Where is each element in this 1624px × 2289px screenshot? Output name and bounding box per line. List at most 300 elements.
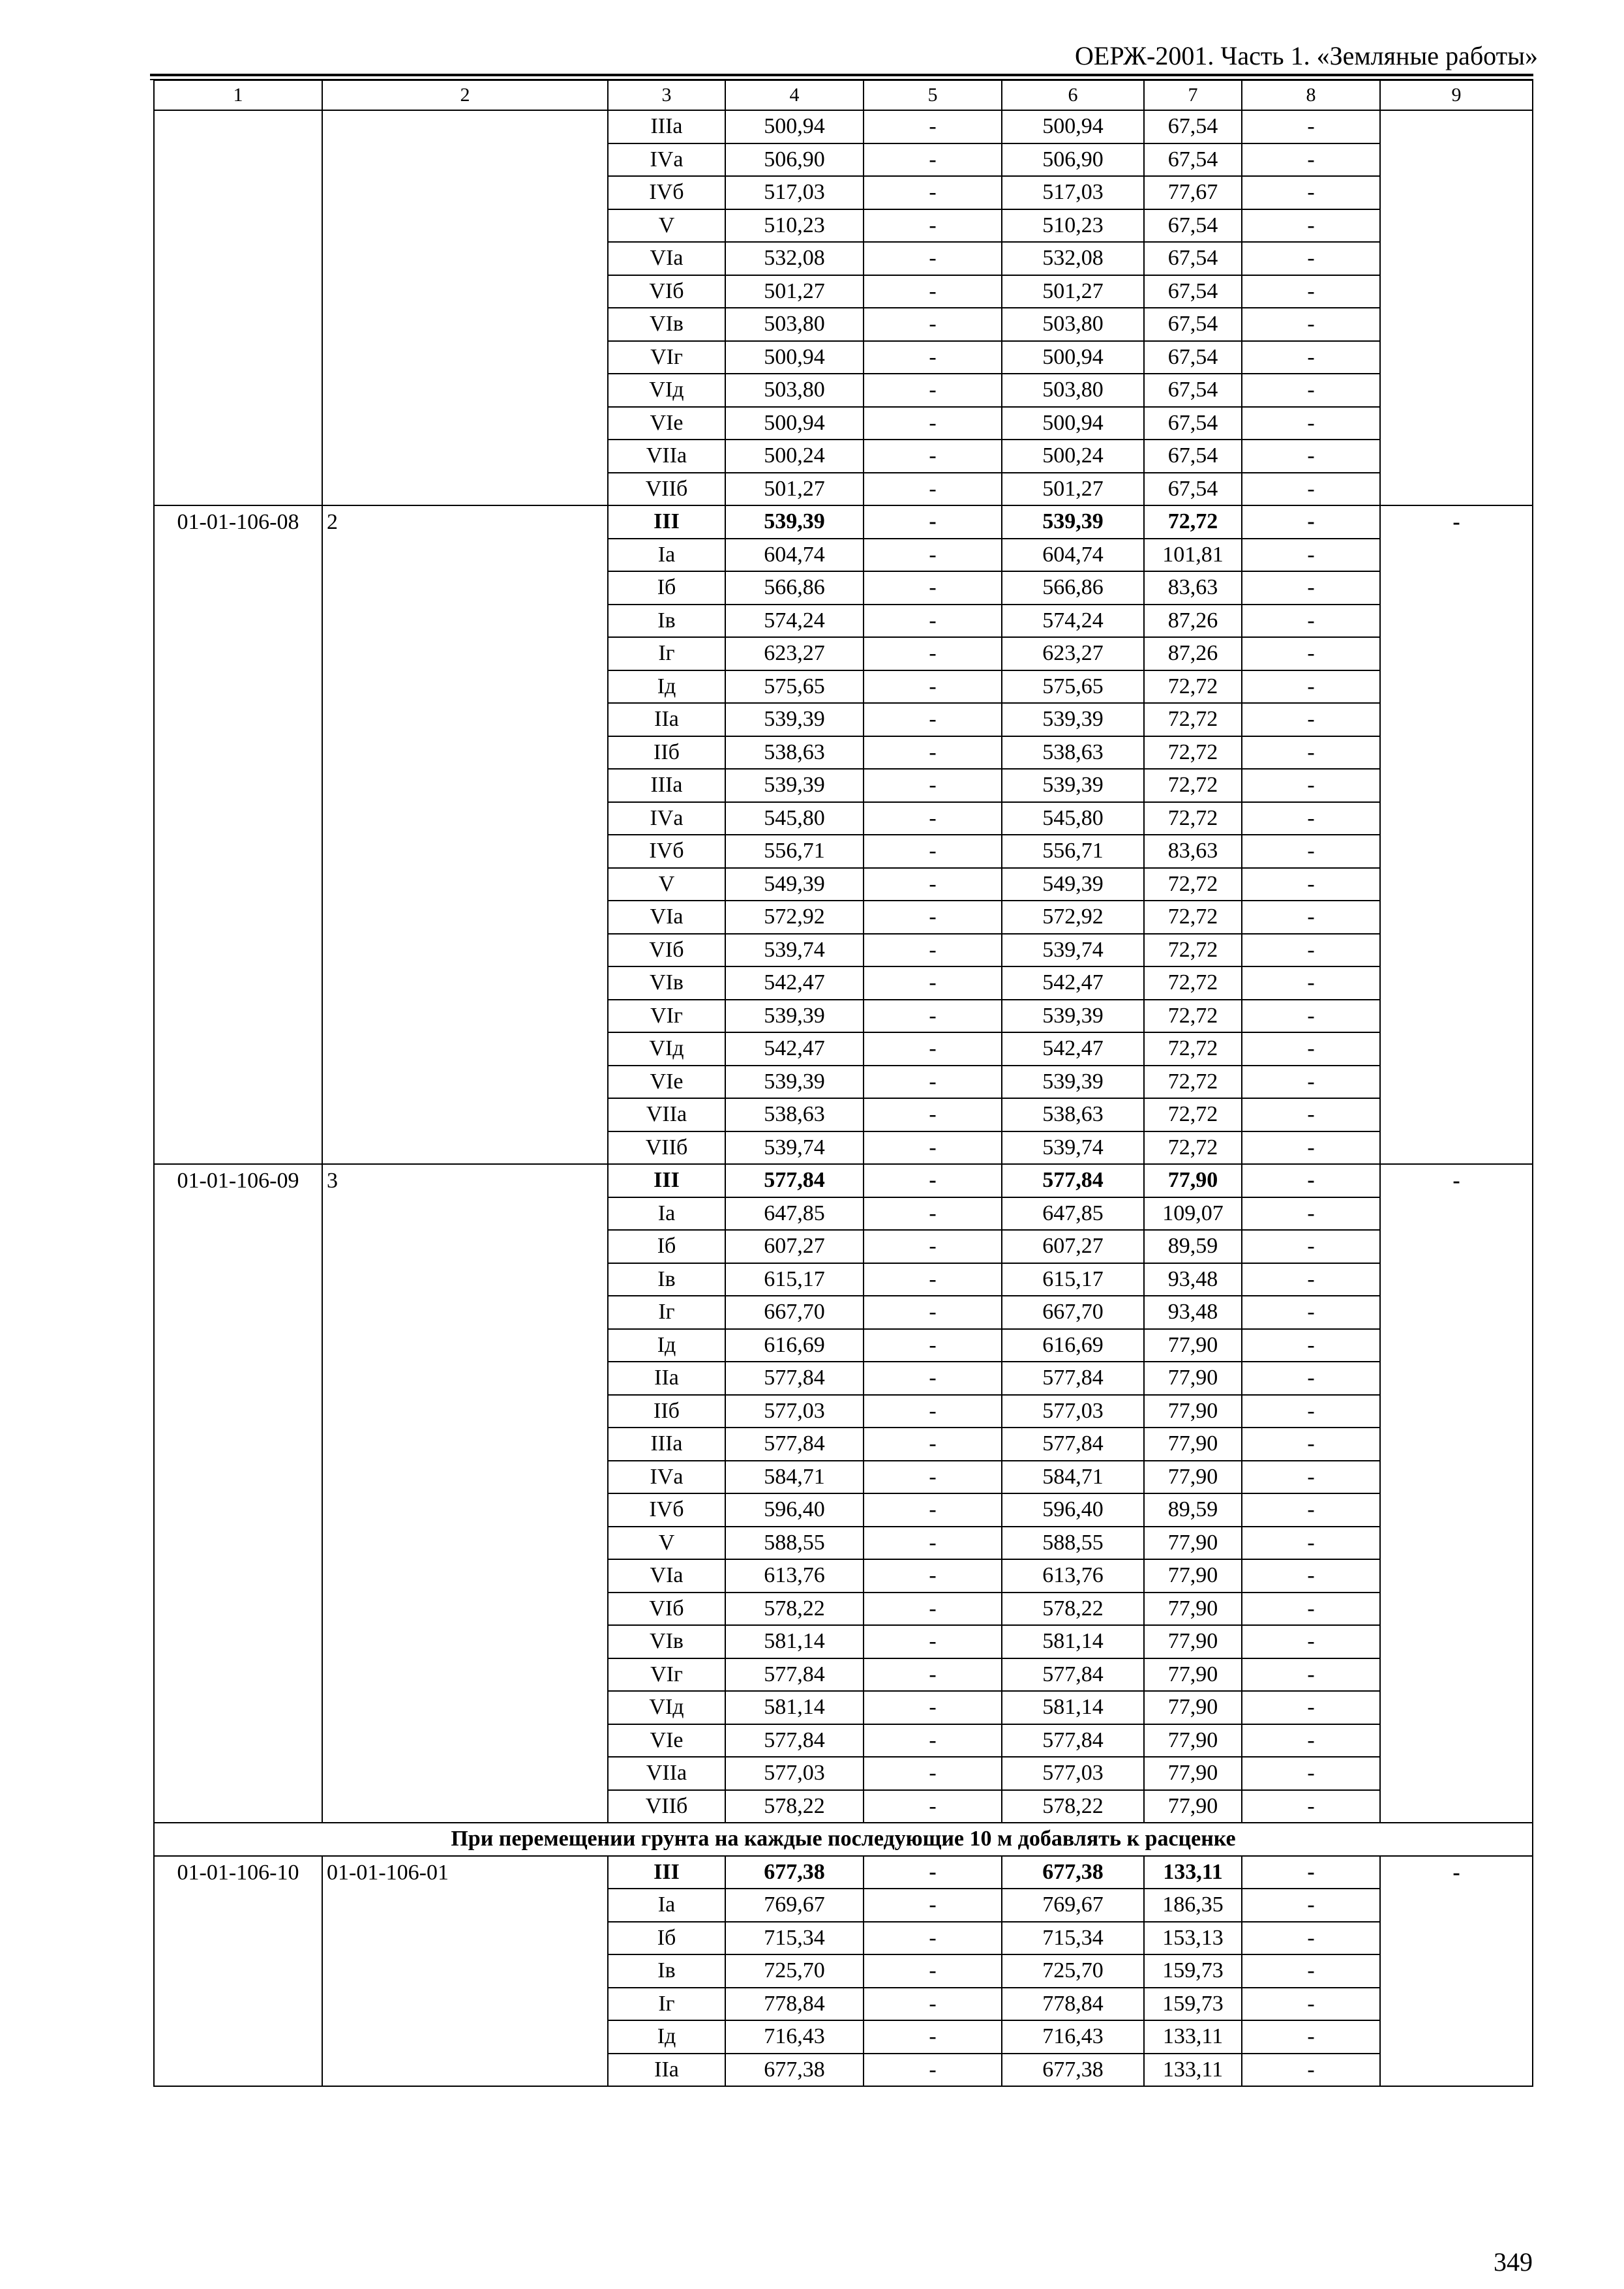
- table-cell: Iв: [608, 1954, 725, 1988]
- table-cell: 500,94: [1002, 110, 1144, 143]
- page-header-title: ОЕРЖ-2001. Часть 1. «Земляные работы»: [1075, 41, 1538, 70]
- table-cell: 616,69: [1002, 1329, 1144, 1362]
- table-cell: -: [1242, 1197, 1380, 1231]
- table-cell: -: [864, 670, 1002, 704]
- table-cell: 613,76: [1002, 1559, 1144, 1593]
- table-cell: 577,84: [1002, 1362, 1144, 1395]
- table-cell: 503,80: [725, 308, 864, 341]
- table-cell: 578,22: [1002, 1593, 1144, 1626]
- table-cell: 539,74: [1002, 1131, 1144, 1165]
- table-cell: -: [1242, 934, 1380, 967]
- table-cell: -: [864, 374, 1002, 407]
- table-cell: -: [864, 407, 1002, 440]
- table-cell: -: [864, 110, 1002, 143]
- table-cell: 186,35: [1144, 1889, 1242, 1922]
- table-cell: -: [1242, 1428, 1380, 1461]
- table-cell: 72,72: [1144, 966, 1242, 1000]
- table-row: [154, 505, 1533, 539]
- table-cell: 72,72: [1144, 802, 1242, 835]
- table-cell: 67,54: [1144, 209, 1242, 243]
- table-cell: VIа: [608, 1559, 725, 1593]
- table-cell: 604,74: [725, 539, 864, 572]
- table-cell: 153,13: [1144, 1922, 1242, 1955]
- table-cell: -: [864, 802, 1002, 835]
- table-cell: -: [864, 769, 1002, 802]
- table-cell: -: [1242, 1032, 1380, 1066]
- table-cell: -: [1242, 1856, 1380, 1889]
- table-cell: -: [864, 1757, 1002, 1790]
- table-cell: 77,90: [1144, 1658, 1242, 1692]
- table-cell: IIIа: [608, 110, 725, 143]
- table-cell: Iа: [608, 1889, 725, 1922]
- table-cell: 577,84: [1002, 1428, 1144, 1461]
- table-cell: 539,74: [1002, 934, 1144, 967]
- column-9-cell: -: [1380, 1856, 1533, 2087]
- column-number-cell: 9: [1380, 80, 1533, 110]
- table-cell: -: [1242, 1625, 1380, 1658]
- table-cell: 545,80: [1002, 802, 1144, 835]
- table-cell: 77,90: [1144, 1559, 1242, 1593]
- table-cell: -: [864, 835, 1002, 868]
- column-number-cell: 7: [1144, 80, 1242, 110]
- table-cell: 77,67: [1144, 176, 1242, 209]
- table-cell: -: [1242, 1493, 1380, 1527]
- table-cell: -: [1242, 1889, 1380, 1922]
- rate-code-cell: 01-01-106-08: [154, 505, 322, 1164]
- table-cell: -: [864, 1098, 1002, 1131]
- table-cell: Iб: [608, 571, 725, 605]
- table-cell: 87,26: [1144, 637, 1242, 670]
- table-cell: -: [864, 1395, 1002, 1428]
- table-cell: 67,54: [1144, 143, 1242, 177]
- table-cell: 72,72: [1144, 505, 1242, 539]
- table-cell: VIв: [608, 966, 725, 1000]
- table-cell: 77,90: [1144, 1362, 1242, 1395]
- table-cell: 72,72: [1144, 868, 1242, 901]
- table-cell: IIа: [608, 703, 725, 736]
- table-cell: 667,70: [725, 1296, 864, 1329]
- table-cell: -: [864, 1362, 1002, 1395]
- table-cell: Iд: [608, 670, 725, 704]
- table-cell: -: [864, 1724, 1002, 1758]
- table-cell: 503,80: [1002, 308, 1144, 341]
- table-cell: 77,90: [1144, 1790, 1242, 1823]
- table-cell: 539,39: [1002, 769, 1144, 802]
- table-cell: IVб: [608, 1493, 725, 1527]
- table-cell: 623,27: [1002, 637, 1144, 670]
- table-cell: 539,39: [1002, 505, 1144, 539]
- table-cell: 588,55: [1002, 1527, 1144, 1560]
- table-cell: 133,11: [1144, 2054, 1242, 2087]
- table-cell: 647,85: [725, 1197, 864, 1231]
- table-cell: -: [1242, 1988, 1380, 2021]
- table-cell: 500,94: [725, 407, 864, 440]
- table-cell: -: [1242, 1362, 1380, 1395]
- table-cell: -: [1242, 2054, 1380, 2087]
- table-cell: 539,39: [725, 505, 864, 539]
- table-cell: -: [1242, 1395, 1380, 1428]
- table-cell: -: [1242, 209, 1380, 243]
- table-cell: 77,90: [1144, 1428, 1242, 1461]
- table-cell: VIIб: [608, 473, 725, 506]
- table-cell: -: [1242, 901, 1380, 934]
- table-cell: 581,14: [1002, 1691, 1144, 1724]
- table-cell: -: [1242, 966, 1380, 1000]
- table-cell: VIг: [608, 341, 725, 374]
- table-cell: 77,90: [1144, 1593, 1242, 1626]
- table-cell: 538,63: [725, 1098, 864, 1131]
- table-cell: Iа: [608, 539, 725, 572]
- table-cell: 67,54: [1144, 242, 1242, 275]
- table-cell: 677,38: [1002, 2054, 1144, 2087]
- table-cell: VIв: [608, 1625, 725, 1658]
- column-number-cell: 4: [725, 80, 864, 110]
- table-cell: 677,38: [725, 1856, 864, 1889]
- table-cell: -: [864, 571, 1002, 605]
- table-cell: 588,55: [725, 1527, 864, 1560]
- column-2-cell: 2: [322, 505, 608, 1164]
- table-cell: 67,54: [1144, 275, 1242, 308]
- column-9-cell: -: [1380, 505, 1533, 1164]
- column-2-cell: 01-01-106-01: [322, 1856, 608, 2087]
- table-cell: -: [864, 1230, 1002, 1263]
- column-number-cell: 2: [322, 80, 608, 110]
- table-cell: VIб: [608, 1593, 725, 1626]
- table-cell: 501,27: [1002, 473, 1144, 506]
- table-row: [154, 110, 1533, 143]
- table-cell: -: [1242, 1691, 1380, 1724]
- table-cell: 578,22: [1002, 1790, 1144, 1823]
- table-cell: 83,63: [1144, 571, 1242, 605]
- table-cell: -: [1242, 473, 1380, 506]
- table-cell: -: [864, 966, 1002, 1000]
- table-cell: 778,84: [1002, 1988, 1144, 2021]
- table-cell: -: [864, 1493, 1002, 1527]
- table-cell: III: [608, 505, 725, 539]
- table-cell: 539,39: [1002, 1000, 1144, 1033]
- table-cell: 725,70: [1002, 1954, 1144, 1988]
- table-cell: -: [1242, 1922, 1380, 1955]
- table-cell: -: [864, 703, 1002, 736]
- table-cell: 574,24: [725, 605, 864, 638]
- table-cell: -: [864, 1428, 1002, 1461]
- table-cell: IIа: [608, 1362, 725, 1395]
- table-cell: 72,72: [1144, 1032, 1242, 1066]
- table-cell: 578,22: [725, 1593, 864, 1626]
- table-cell: 725,70: [725, 1954, 864, 1988]
- table-cell: 517,03: [1002, 176, 1144, 209]
- table-cell: -: [1242, 703, 1380, 736]
- table-cell: -: [1242, 1658, 1380, 1692]
- table-cell: Iб: [608, 1230, 725, 1263]
- table-cell: -: [1242, 1296, 1380, 1329]
- table-cell: -: [1242, 1066, 1380, 1099]
- table-cell: -: [864, 2020, 1002, 2054]
- table-cell: -: [1242, 769, 1380, 802]
- column-number-cell: 1: [154, 80, 322, 110]
- table-cell: 581,14: [1002, 1625, 1144, 1658]
- table-cell: 89,59: [1144, 1493, 1242, 1527]
- table-cell: -: [1242, 1593, 1380, 1626]
- table-cell: 77,90: [1144, 1527, 1242, 1560]
- table-cell: 89,59: [1144, 1230, 1242, 1263]
- table-cell: IIб: [608, 1395, 725, 1428]
- table-cell: 77,90: [1144, 1724, 1242, 1758]
- table-cell: -: [864, 1856, 1002, 1889]
- table-cell: 539,39: [1002, 703, 1144, 736]
- table-cell: 87,26: [1144, 605, 1242, 638]
- table-cell: -: [1242, 176, 1380, 209]
- table-cell: -: [1242, 835, 1380, 868]
- table-cell: VIIб: [608, 1131, 725, 1165]
- table-cell: 715,34: [725, 1922, 864, 1955]
- table-cell: 500,94: [1002, 407, 1144, 440]
- table-cell: 677,38: [725, 2054, 864, 2087]
- table-cell: -: [864, 473, 1002, 506]
- table-cell: 72,72: [1144, 934, 1242, 967]
- table-cell: 577,84: [1002, 1658, 1144, 1692]
- table-cell: 93,48: [1144, 1296, 1242, 1329]
- table-cell: 77,90: [1144, 1329, 1242, 1362]
- table-cell: 77,90: [1144, 1757, 1242, 1790]
- table-cell: -: [864, 176, 1002, 209]
- table-cell: -: [864, 1691, 1002, 1724]
- table-cell: 616,69: [725, 1329, 864, 1362]
- table-cell: III: [608, 1856, 725, 1889]
- table-cell: IIIа: [608, 769, 725, 802]
- page-number: 349: [1494, 2247, 1533, 2277]
- table-cell: 615,17: [1002, 1263, 1144, 1296]
- table-cell: 72,72: [1144, 1098, 1242, 1131]
- column-9-cell: [1380, 110, 1533, 505]
- table-cell: 500,94: [725, 341, 864, 374]
- table-cell: V: [608, 868, 725, 901]
- table-cell: VIб: [608, 934, 725, 967]
- table-cell: -: [864, 1889, 1002, 1922]
- table-cell: 577,84: [725, 1362, 864, 1395]
- table-cell: -: [864, 275, 1002, 308]
- table-cell: 542,47: [725, 1032, 864, 1066]
- table-cell: -: [1242, 1263, 1380, 1296]
- table-cell: III: [608, 1164, 725, 1197]
- table-cell: 72,72: [1144, 670, 1242, 704]
- table-cell: -: [1242, 605, 1380, 638]
- table-cell: -: [864, 1988, 1002, 2021]
- table-cell: -: [864, 1164, 1002, 1197]
- table-cell: -: [864, 209, 1002, 243]
- table-cell: 604,74: [1002, 539, 1144, 572]
- table-cell: 556,71: [725, 835, 864, 868]
- table-cell: VIд: [608, 1032, 725, 1066]
- table-cell: 584,71: [725, 1461, 864, 1494]
- column-2-cell: 3: [322, 1164, 608, 1823]
- table-cell: -: [864, 1922, 1002, 1955]
- table-cell: -: [864, 505, 1002, 539]
- table-cell: IVб: [608, 835, 725, 868]
- table-cell: -: [1242, 1329, 1380, 1362]
- table-cell: 510,23: [1002, 209, 1144, 243]
- table-cell: IVб: [608, 176, 725, 209]
- table-cell: 574,24: [1002, 605, 1144, 638]
- table-cell: Iг: [608, 1988, 725, 2021]
- table-cell: 715,34: [1002, 1922, 1144, 1955]
- column-number-row: [154, 80, 1533, 110]
- table-cell: 577,03: [725, 1395, 864, 1428]
- table-cell: VIд: [608, 1691, 725, 1724]
- table-cell: 72,72: [1144, 703, 1242, 736]
- table-cell: -: [864, 1197, 1002, 1231]
- table-cell: -: [1242, 1000, 1380, 1033]
- table-cell: 545,80: [725, 802, 864, 835]
- table-cell: -: [1242, 637, 1380, 670]
- table-row: [154, 1164, 1533, 1197]
- table-cell: Iг: [608, 1296, 725, 1329]
- table-cell: 506,90: [725, 143, 864, 177]
- table-cell: -: [864, 1329, 1002, 1362]
- table-cell: VIе: [608, 1724, 725, 1758]
- table-cell: 566,86: [725, 571, 864, 605]
- table-cell: 538,63: [725, 736, 864, 770]
- table-cell: 677,38: [1002, 1856, 1144, 1889]
- table-cell: 577,84: [1002, 1724, 1144, 1758]
- table-cell: -: [864, 1263, 1002, 1296]
- table-cell: -: [864, 1527, 1002, 1560]
- table-cell: 501,27: [1002, 275, 1144, 308]
- table-cell: 500,94: [725, 110, 864, 143]
- table-cell: 596,40: [1002, 1493, 1144, 1527]
- table-cell: 133,11: [1144, 2020, 1242, 2054]
- table-cell: 109,07: [1144, 1197, 1242, 1231]
- table-cell: -: [1242, 374, 1380, 407]
- table-cell: 623,27: [725, 637, 864, 670]
- header-rule-thick: [150, 74, 1533, 76]
- table-cell: Iд: [608, 2020, 725, 2054]
- table-cell: -: [1242, 1954, 1380, 1988]
- table-cell: -: [864, 1954, 1002, 1988]
- table-cell: -: [1242, 539, 1380, 572]
- table-cell: 615,17: [725, 1263, 864, 1296]
- table-cell: -: [864, 1559, 1002, 1593]
- note-text: При перемещении грунта на каждые последующие 10 м добавлять к расценке: [154, 1823, 1533, 1856]
- table-cell: 769,67: [1002, 1889, 1144, 1922]
- table-cell: 572,92: [725, 901, 864, 934]
- table-cell: 72,72: [1144, 1066, 1242, 1099]
- table-cell: -: [864, 1032, 1002, 1066]
- table-cell: 613,76: [725, 1559, 864, 1593]
- table-cell: 607,27: [1002, 1230, 1144, 1263]
- table-cell: -: [864, 1000, 1002, 1033]
- table-cell: 542,47: [725, 966, 864, 1000]
- table-cell: -: [1242, 275, 1380, 308]
- table-cell: -: [1242, 505, 1380, 539]
- table-cell: -: [1242, 802, 1380, 835]
- table-cell: 577,03: [725, 1757, 864, 1790]
- table-cell: -: [864, 868, 1002, 901]
- column-number-cell: 8: [1242, 80, 1380, 110]
- table-cell: 510,23: [725, 209, 864, 243]
- table-cell: 501,27: [725, 473, 864, 506]
- table-cell: 67,54: [1144, 374, 1242, 407]
- table-cell: 584,71: [1002, 1461, 1144, 1494]
- table-cell: VIе: [608, 1066, 725, 1099]
- table-cell: 67,54: [1144, 341, 1242, 374]
- table-cell: Iд: [608, 1329, 725, 1362]
- table-cell: 716,43: [1002, 2020, 1144, 2054]
- column-number-cell: 3: [608, 80, 725, 110]
- table-cell: 539,74: [725, 1131, 864, 1165]
- table-cell: -: [864, 1593, 1002, 1626]
- table-cell: 532,08: [725, 242, 864, 275]
- table-cell: 778,84: [725, 1988, 864, 2021]
- table-cell: VIIб: [608, 1790, 725, 1823]
- table-cell: 577,84: [725, 1428, 864, 1461]
- table-cell: 501,27: [725, 275, 864, 308]
- table-cell: Iб: [608, 1922, 725, 1955]
- table-cell: -: [1242, 1131, 1380, 1165]
- table-cell: -: [864, 1066, 1002, 1099]
- table-cell: -: [1242, 143, 1380, 177]
- table-cell: 578,22: [725, 1790, 864, 1823]
- table-cell: 542,47: [1002, 966, 1144, 1000]
- table-cell: -: [864, 308, 1002, 341]
- note-row: [154, 1823, 1533, 1856]
- table-cell: -: [1242, 1790, 1380, 1823]
- table-cell: -: [1242, 1527, 1380, 1560]
- table-cell: 67,54: [1144, 473, 1242, 506]
- table-cell: IIа: [608, 2054, 725, 2087]
- table-cell: 503,80: [1002, 374, 1144, 407]
- table-cell: 500,24: [1002, 440, 1144, 473]
- table-cell: 517,03: [725, 176, 864, 209]
- table-cell: 77,90: [1144, 1691, 1242, 1724]
- table-cell: 67,54: [1144, 308, 1242, 341]
- table-cell: -: [864, 1131, 1002, 1165]
- table-cell: VIб: [608, 275, 725, 308]
- table-cell: 83,63: [1144, 835, 1242, 868]
- table-cell: -: [864, 1461, 1002, 1494]
- table-cell: Iг: [608, 637, 725, 670]
- table-cell: -: [864, 1296, 1002, 1329]
- table-cell: 77,90: [1144, 1164, 1242, 1197]
- table-cell: Iв: [608, 1263, 725, 1296]
- table-cell: VIе: [608, 407, 725, 440]
- rates-table-body: [154, 80, 1533, 2086]
- table-cell: 503,80: [725, 374, 864, 407]
- table-cell: 572,92: [1002, 901, 1144, 934]
- table-cell: 549,39: [725, 868, 864, 901]
- table-cell: -: [1242, 670, 1380, 704]
- table-cell: 769,67: [725, 1889, 864, 1922]
- table-cell: -: [1242, 407, 1380, 440]
- table-cell: 500,24: [725, 440, 864, 473]
- rate-code-cell: [154, 110, 322, 505]
- table-cell: 577,84: [1002, 1164, 1144, 1197]
- table-cell: 538,63: [1002, 1098, 1144, 1131]
- table-cell: VIа: [608, 901, 725, 934]
- table-cell: -: [864, 1658, 1002, 1692]
- table-cell: 133,11: [1144, 1856, 1242, 1889]
- table-cell: 575,65: [1002, 670, 1144, 704]
- table-cell: VIв: [608, 308, 725, 341]
- table-cell: 542,47: [1002, 1032, 1144, 1066]
- table-cell: 577,84: [725, 1724, 864, 1758]
- column-2-cell: [322, 110, 608, 505]
- column-9-cell: -: [1380, 1164, 1533, 1823]
- table-cell: IVа: [608, 143, 725, 177]
- table-cell: 77,90: [1144, 1625, 1242, 1658]
- column-number-cell: 6: [1002, 80, 1144, 110]
- table-cell: 101,81: [1144, 539, 1242, 572]
